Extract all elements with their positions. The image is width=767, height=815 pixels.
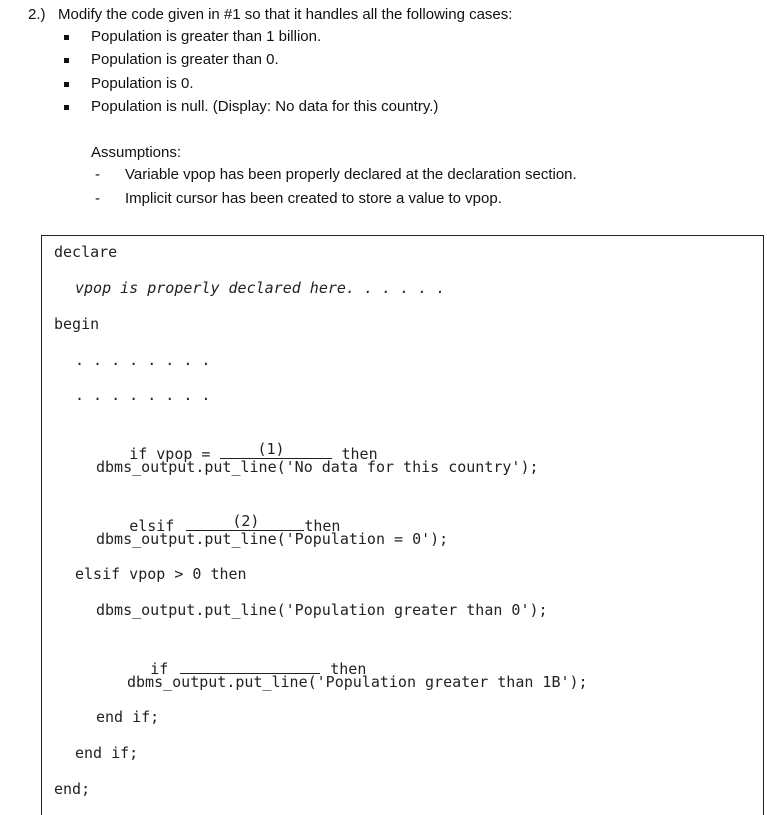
assumptions: Assumptions: - Variable vpop has been properly declared at the declaration section. - Implicit cursor has been created to store a value to vpop. <box>91 144 577 207</box>
code-line-put-gt1b: dbms_output.put_line('Population greater than 1B'); <box>127 673 588 691</box>
code-line-dots: . . . . . . . . <box>75 351 211 369</box>
code-block <box>42 236 588 798</box>
code-line-put-gt0: dbms_output.put_line('Population greater than 0'); <box>96 601 548 619</box>
square-bullet-icon <box>64 35 69 40</box>
blank-3 <box>180 655 320 674</box>
square-bullet-icon <box>64 105 69 110</box>
code-line-put-zero: dbms_output.put_line('Population = 0'); <box>96 530 449 548</box>
code-line-end: end; <box>54 780 91 798</box>
code-line-end-if-outer: end if; <box>75 744 139 762</box>
code-line-begin: begin <box>54 315 100 333</box>
square-bullet-icon <box>64 58 69 63</box>
code-line-if-gt1b: if then <box>96 637 366 696</box>
code-line-put-nodata: dbms_output.put_line('No data for this country'); <box>96 458 539 476</box>
code-line-end-if-inner: end if; <box>96 708 160 726</box>
code-line-if-null: if vpop = (1) then <box>129 440 378 463</box>
blank-1: (1) <box>220 440 332 459</box>
code-line-declare: declare <box>54 243 118 261</box>
square-bullet-icon <box>64 82 69 87</box>
code-box <box>41 235 764 815</box>
blank-2: (2) <box>186 512 304 531</box>
code-line-declared-comment: vpop is properly declared here. . . . . . <box>75 279 446 297</box>
code-line-elsif-gt0: elsif vpop > 0 then <box>75 565 247 583</box>
code-line-elsif-zero: elsif (2) then <box>129 512 341 535</box>
assumptions-heading: Assumptions: <box>91 144 182 161</box>
code-line-dots: . . . . . . . . <box>75 386 211 404</box>
question-text: Modify the code given in #1 so that it handles all the following cases: <box>58 6 513 23</box>
question-number: 2.) <box>28 6 46 23</box>
